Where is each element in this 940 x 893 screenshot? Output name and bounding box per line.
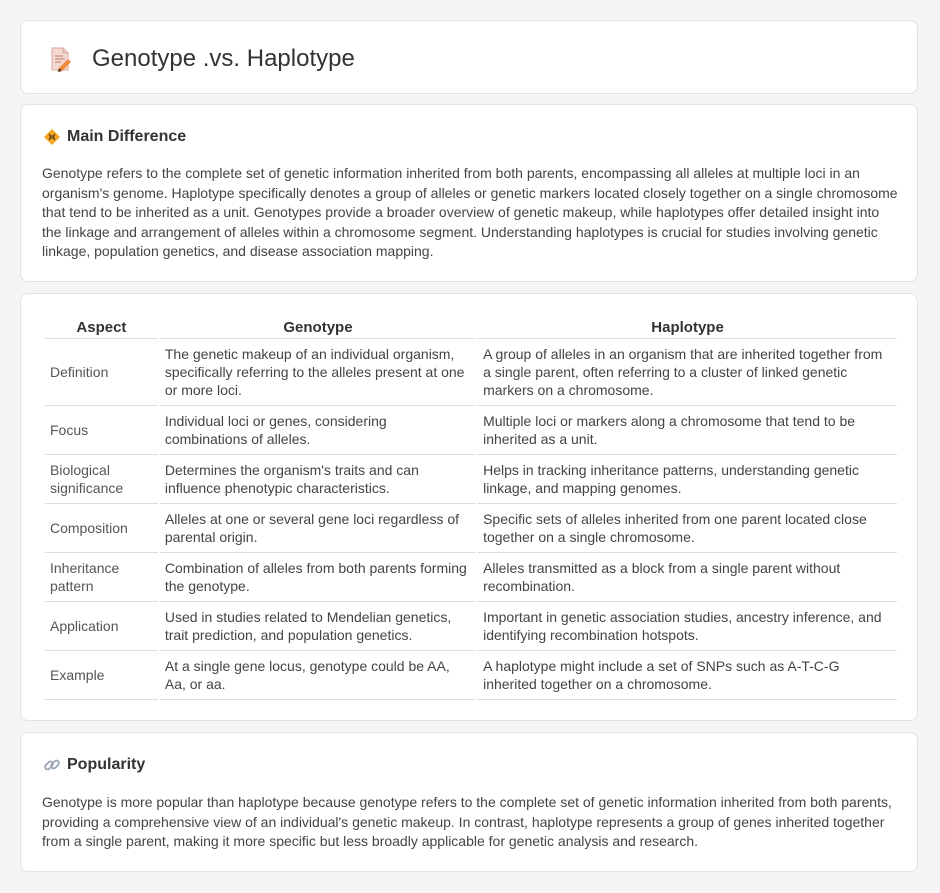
table-row: [45, 455, 897, 504]
header-haplotype: Haplotype: [478, 316, 897, 339]
row-aspect: Focus: [45, 406, 158, 455]
row-aspect: Biological significance: [45, 455, 158, 504]
main-difference-text: Genotype refers to the complete set of genetic information inherited from both parents, encompassing all alleles at multiple loci in an organism's genome. Haplotype specifically denotes a group of alleles or genetic markers located closely together on a single chromosome that tend to be inherited as a unit. Genotypes provide a broader overview of genetic makeup, while haplotypes offer detailed insight into the linkage and arrangement of alleles within a chromosome segment. Understanding haplotypes is crucial for studies involving genetic linkage, population genetics, and disease association mapping.: [42, 165, 898, 259]
row-aspect: Application: [45, 602, 158, 651]
row-genotype: Determines the organism's traits and can influence phenotypic characteristics.: [160, 455, 476, 504]
row-aspect: Example: [45, 651, 158, 700]
table-row: [45, 651, 897, 700]
row-haplotype: Multiple loci or markers along a chromosome that tend to be inherited as a unit.: [478, 406, 897, 455]
main-difference-title: Main Difference: [67, 128, 187, 145]
row-aspect: Definition: [45, 339, 158, 406]
table-row: [45, 406, 897, 455]
row-genotype: At a single gene locus, genotype could be AA, Aa, or aa.: [160, 651, 476, 700]
popularity-title: Popularity: [67, 756, 146, 773]
table-row: [45, 504, 897, 553]
main-difference-section: [20, 104, 918, 282]
comparison-table: [43, 316, 899, 700]
header-genotype: Genotype: [160, 316, 476, 339]
row-genotype: Used in studies related to Mendelian genetics, trait prediction, and population genetics.: [160, 602, 476, 651]
row-haplotype: Alleles transmitted as a block from a single parent without recombination.: [478, 553, 897, 602]
header-aspect: Aspect: [45, 316, 158, 339]
row-genotype: Individual loci or genes, considering combinations of alleles.: [160, 406, 476, 455]
row-haplotype: Specific sets of alleles inherited from one parent located close together on a single chromosome.: [478, 504, 897, 553]
comparison-section: [20, 293, 918, 721]
header-card: [20, 20, 918, 94]
table-header-row: [45, 316, 897, 339]
row-genotype: The genetic makeup of an individual organism, specifically referring to the alleles present at one or more loci.: [160, 339, 476, 406]
table-row: [45, 602, 897, 651]
row-aspect: Inheritance pattern: [45, 553, 158, 602]
document-pencil-icon: [48, 46, 72, 72]
link-icon: [43, 756, 61, 774]
table-row: [45, 553, 897, 602]
row-genotype: Alleles at one or several gene loci regardless of parental origin.: [160, 504, 476, 553]
row-haplotype: A group of alleles in an organism that are inherited together from a single parent, often referring to a cluster of linked genetic markers on a chromosome.: [478, 339, 897, 406]
row-haplotype: Important in genetic association studies, ancestry inference, and identifying recombination hotspots.: [478, 602, 897, 651]
dna-diamond-icon: [43, 128, 61, 146]
popularity-section: [20, 732, 918, 872]
row-aspect: Composition: [45, 504, 158, 553]
page-title: Genotype .vs. Haplotype: [92, 45, 355, 72]
row-haplotype: Helps in tracking inheritance patterns, understanding genetic linkage, and mapping genomes.: [478, 455, 897, 504]
popularity-text: Genotype is more popular than haplotype because genotype refers to the complete set of genetic information inherited from both parents, providing a comprehensive view of an individual's genetic makeup. In contrast, haplotype represents a group of genes inherited together from a single parent, making it more specific but less broadly applicable for genetic analysis and research.: [42, 794, 892, 849]
row-haplotype: A haplotype might include a set of SNPs such as A-T-C-G inherited together on a chromosome.: [478, 651, 897, 700]
table-row: [45, 339, 897, 406]
row-genotype: Combination of alleles from both parents forming the genotype.: [160, 553, 476, 602]
